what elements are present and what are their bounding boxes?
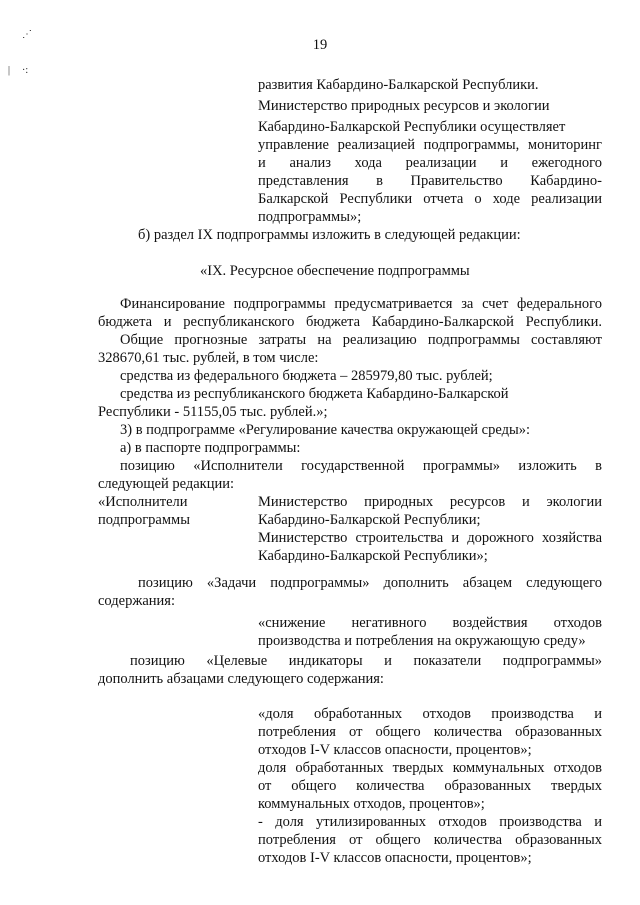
page-number: 19 <box>312 37 328 53</box>
table-value: Кабардино-Балкарской Республики; <box>258 512 481 528</box>
text-line: б) раздел IX подпрограммы изложить в следующей редакции: <box>138 227 521 243</box>
text-line: позицию «Целевые индикаторы и показатели подпрограммы» <box>130 653 602 669</box>
text-line: и анализ хода реализации и ежегодного <box>258 155 602 171</box>
text-line: позицию «Задачи подпрограммы» дополнить абзацем следующего <box>138 575 602 591</box>
text-line: Балкарской Республики отчета о ходе реализации <box>258 191 602 207</box>
text-line: средства из федерального бюджета – 285979,80 тыс. рублей; <box>120 368 493 384</box>
text-line: Республики - 51155,05 тыс. рублей.»; <box>98 404 328 420</box>
table-value: Кабардино-Балкарской Республики»; <box>258 548 488 564</box>
text-line: потребления от общего количества образованных <box>258 832 602 848</box>
text-line: а) в паспорте подпрограммы: <box>120 440 301 456</box>
text-line: производства и потребления на окружающую среду» <box>258 633 586 649</box>
table-value: Министерство природных ресурсов и экологии <box>258 494 602 510</box>
scan-speck: | <box>8 65 11 76</box>
text-line: средства из республиканского бюджета Кабардино-Балкарской <box>120 386 509 402</box>
text-line: «снижение негативного воздействия отходов <box>258 615 602 631</box>
table-label: подпрограммы <box>98 512 190 528</box>
text-line: «доля обработанных отходов производства и <box>258 706 602 722</box>
text-line: Финансирование подпрограммы предусматривается за счет федерального <box>120 296 602 312</box>
text-line: Министерство природных ресурсов и экологии <box>258 98 550 114</box>
table-value: Министерство строительства и дорожного хозяйства <box>258 530 602 546</box>
text-line: коммунальных отходов, процентов»; <box>258 796 485 812</box>
scan-speck: ⋰ <box>22 29 32 40</box>
text-line: бюджета и республиканского бюджета Кабардино-Балкарской Республики. <box>98 314 602 330</box>
section-heading: «IX. Ресурсное обеспечение подпрограммы <box>200 263 470 279</box>
text-line: управление реализацией подпрограммы, мониторинг <box>258 137 602 153</box>
text-line: Общие прогнозные затраты на реализацию подпрограммы составляют <box>120 332 602 348</box>
text-line: содержания: <box>98 593 176 609</box>
table-label: «Исполнители <box>98 494 188 510</box>
text-line: отходов I-V классов опасности, процентов»; <box>258 742 532 758</box>
text-line: 3) в подпрограмме «Регулирование качества окружающей среды»: <box>120 422 531 438</box>
text-line: следующей редакции: <box>98 476 235 492</box>
text-line: 328670,61 тыс. рублей, в том числе: <box>98 350 319 366</box>
text-line: позицию «Исполнители государственной программы» изложить в <box>120 458 602 474</box>
text-line: развития Кабардино-Балкарской Республики. <box>258 77 539 93</box>
scan-speck: ·: <box>22 65 29 76</box>
text-line: от общего количества образованных твердых <box>258 778 602 794</box>
text-line: доля обработанных твердых коммунальных отходов <box>258 760 602 776</box>
text-line: подпрограммы»; <box>258 209 362 225</box>
text-line: дополнить абзацами следующего содержания: <box>98 671 384 687</box>
text-line: потребления от общего количества образованных <box>258 724 602 740</box>
text-line: Кабардино-Балкарской Республики осуществляет <box>258 119 566 135</box>
text-line: - доля утилизированных отходов производства и <box>258 814 602 830</box>
text-line: представления в Правительство Кабардино- <box>258 173 602 189</box>
text-line: отходов I-V классов опасности, процентов»; <box>258 850 532 866</box>
